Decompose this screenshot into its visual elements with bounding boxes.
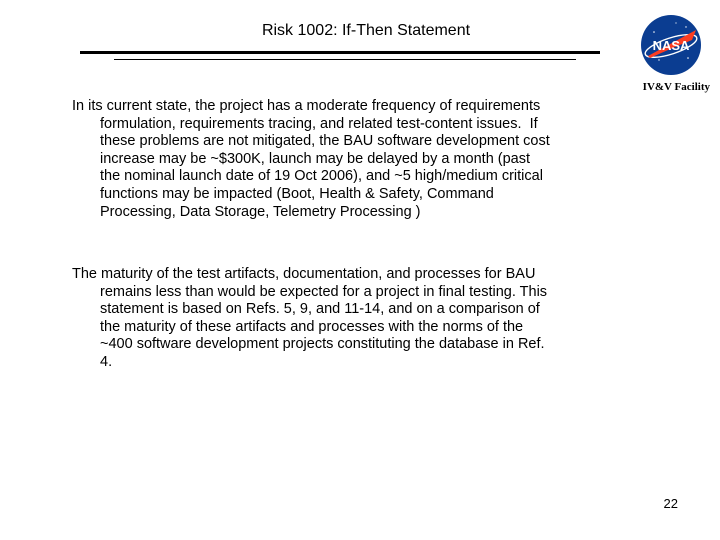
paragraph-line: the maturity of these artifacts and processes with the norms of the — [100, 318, 524, 335]
paragraph-line: these problems are not mitigated, the BAU software development cost — [100, 133, 550, 150]
paragraph-line: 4. — [100, 353, 113, 370]
paragraph-line: formulation, requirements tracing, and related test-content issues. If — [100, 115, 538, 132]
nasa-logo — [640, 14, 702, 76]
facility-label: IV&V Facility — [642, 81, 710, 93]
page-number: 22 — [663, 496, 678, 511]
paragraph-line: functions may be impacted (Boot, Health & Safety, Command — [100, 185, 494, 202]
paragraph-line: increase may be ~$300K, launch may be delayed by a month (past — [100, 150, 531, 167]
title-underline-thick — [80, 51, 600, 54]
paragraph-line: Processing, Data Storage, Telemetry Processing ) — [100, 203, 421, 220]
paragraph-line: ~400 software development projects constituting the database in Ref. — [100, 336, 545, 353]
paragraph-line: The maturity of the test artifacts, documentation, and processes for BAU — [72, 266, 536, 282]
paragraph-line: statement is based on Refs. 5, 9, and 11-14, and on a comparison of — [100, 301, 540, 318]
title-underline-thin — [114, 59, 576, 60]
maturity-paragraph — [72, 266, 604, 372]
paragraph-line: the nominal launch date of 19 Oct 2006), and ~5 high/medium critical — [100, 168, 543, 185]
paragraph-line: In its current state, the project has a moderate frequency of requirements — [72, 98, 541, 114]
nasa-logo-text: NASA — [652, 38, 690, 53]
risk-condition-paragraph — [72, 98, 604, 221]
paragraph-line: remains less than would be expected for a project in final testing. This — [100, 283, 548, 300]
slide-title: Risk 1002: If-Then Statement — [261, 22, 471, 39]
